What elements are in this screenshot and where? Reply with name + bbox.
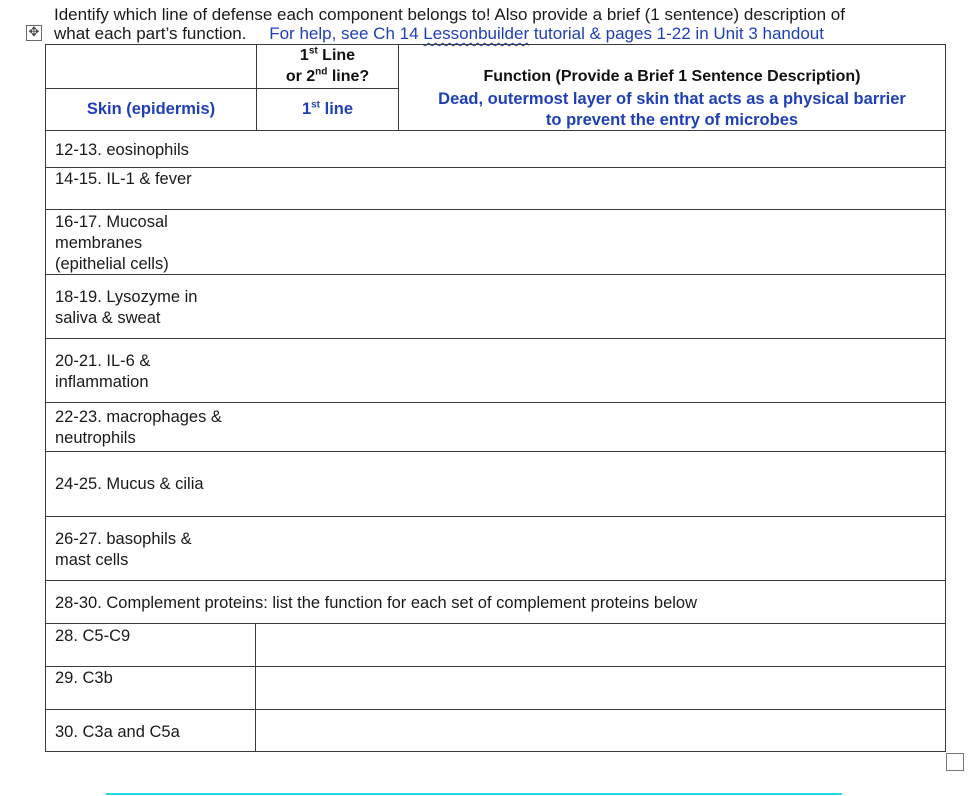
row-mucus-cilia: 24-25. Mucus & cilia <box>55 475 204 493</box>
answer-cell-c5-c9[interactable] <box>256 624 945 666</box>
complement-row-c3b: 29. C3b <box>55 669 113 687</box>
answer-cell-mucus[interactable] <box>257 452 945 516</box>
example-line: 1st line <box>301 99 354 118</box>
table-rule <box>45 88 398 89</box>
row-il1-fever: 14-15. IL-1 & fever <box>55 170 192 188</box>
table-rule <box>45 751 946 752</box>
answer-cell-il6[interactable] <box>257 339 945 402</box>
lessonbuilder-link[interactable]: Lessonbuilder <box>423 24 530 43</box>
table-move-handle-icon[interactable]: ✥ <box>26 25 42 41</box>
answer-cell-c3a-c5a[interactable] <box>256 710 945 751</box>
answer-cell-eosinophils[interactable] <box>257 131 945 167</box>
answer-cell-c3b[interactable] <box>256 667 945 709</box>
complement-header: 28-30. Complement proteins: list the function for each set of complement proteins below <box>55 594 698 612</box>
table-border-right <box>945 44 946 752</box>
example-component: Skin (epidermis) <box>86 100 216 118</box>
table-resize-handle-icon[interactable] <box>946 753 964 771</box>
row-il6-inflammation: 20-21. IL-6 & inflammation <box>55 352 151 391</box>
table-rule <box>45 580 946 581</box>
header-function: Function (Provide a Brief 1 Sentence Description) <box>483 68 861 85</box>
table-border-left <box>45 44 46 752</box>
row-eosinophils: 12-13. eosinophils <box>55 141 189 159</box>
row-mucosal-membranes: 16-17. Mucosal membranes (epithelial cells) <box>55 213 169 273</box>
table-rule <box>45 44 946 45</box>
answer-cell-il1-fever[interactable] <box>257 168 945 209</box>
row-macrophages-neutrophils: 22-23. macrophages & neutrophils <box>55 408 222 447</box>
row-lysozyme: 18-19. Lysozyme in saliva & sweat <box>55 288 198 327</box>
answer-cell-macrophages[interactable] <box>257 403 945 451</box>
answer-cell-mucosal[interactable] <box>257 210 945 274</box>
header-line-or-line: 1st Line or 2nd line? <box>285 45 370 85</box>
instructions-line-2 <box>54 24 824 44</box>
example-function: Dead, outermost layer of skin that acts as a physical barrier to prevent the entry of microbes <box>438 90 906 129</box>
page-divider-line <box>106 793 842 795</box>
instructions-line-2-text: what each part’s function. <box>54 24 247 43</box>
answer-cell-lysozyme[interactable] <box>257 275 945 338</box>
complement-row-c3a-c5a: 30. C3a and C5a <box>55 723 180 741</box>
complement-row-c5-c9: 28. C5-C9 <box>55 627 131 645</box>
row-basophils-mast-cells: 26-27. basophils & mast cells <box>55 530 192 569</box>
answer-cell-basophils[interactable] <box>257 517 945 580</box>
instructions-line-1: Identify which line of defense each component belongs to! Also provide a brief (1 sentence) description of <box>54 5 845 24</box>
help-note: For help, see Ch 14 Lessonbuilder tutorial & pages 1-22 in Unit 3 handout <box>269 24 824 43</box>
